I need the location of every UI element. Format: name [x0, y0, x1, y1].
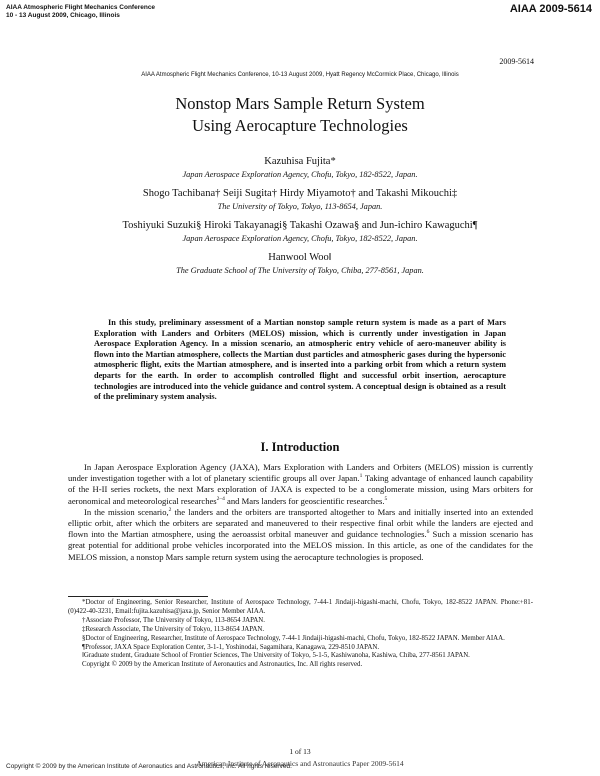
conference-line: AIAA Atmospheric Flight Mechanics Conference, 10-13 August 2009, Hyatt Regency McCormick Place, Chicago, Illinois: [141, 72, 459, 78]
footnote: ‡Research Associate, The University of Tokyo, 113-8654 JAPAN.: [82, 625, 265, 633]
footnote: Copyright © 2009 by the American Institute of Aeronautics and Astronautics, Inc. All rights reserved.: [82, 661, 363, 669]
citation: 5: [384, 495, 388, 502]
introduction-body: [68, 462, 533, 563]
copyright-footer: Copyright © 2009 by the American Institute of Aeronautics and Astronautics, Inc. All rights reserved.: [6, 763, 292, 770]
citation: 2: [168, 506, 172, 513]
paragraph: In Japan Aerospace Exploration Agency (JAXA), Mars Exploration with Landers and Orbiters (MELOS) mission is currently under investigation together with a lot of planetary scientific groups all over Japan.$^1$ Taking advantage of enhanced launch capability of the H-II series rockets, the next Mars exploration of JAXA is expected to be a conglomerate mission, using Mars orbiters for aeronomical and meteorological researches$^{2-4}$ and Mars landers for geoscientific researches.$^5$: [68, 462, 533, 506]
footnote: ¶Professor, JAXA Space Exploration Center, 3-1-1, Yoshinodai, Sagamihara, Kanagawa, 229-8510 JAPAN.: [82, 643, 380, 651]
author-affiliation: Japan Aerospace Exploration Agency, Chofu, Tokyo, 182-8522, Japan.: [182, 170, 418, 179]
paragraph: In the mission scenario,$^2$ the landers and the orbiters are transported altogether to Mars and initially inserted into an extended elliptic orbit, after which the orbiters are separated and maneuvered to their respective final orbit while the landers are ejected and flown into the Martian atmosphere, using the aeroassist orbital maneuver and guidance technologies.$^6$ Such a mission scenario has great potential for additional probe vehicles incorporated into the MELOS mission. In this article, as one of the candidates for the MELOS mission, a nonstop Mars sample return system using the aerocapture technologies is proposed.: [68, 506, 534, 562]
citation: 6: [426, 529, 430, 536]
abstract: In this study, preliminary assessment of a Martian nonstop sample return system is made as a part of Mars Exploration with Landers and Orbiters (MELOS) mission, which is currently under investigation in Japan Aerospace Exploration Agency. In a mission scenario, an atmospheric entry vehicle of aero-maneuver ability is flown into the Martian atmosphere, collects the Martian dust particles and atmospheric gases during the hypersonic atmospheric flight, exits the Martian atmosphere, and is inserted into a parking orbit from which a return system departs for the earth. In order to accomplish controlled flight and successful orbit insertion, aerocapture technologies are introduced into the vehicle guidance and control system. A conceptual design is obtained as a result of the preliminary system analysis.: [94, 318, 506, 402]
title-line-2: Using Aerocapture Technologies: [192, 116, 408, 135]
page-number: 1 of 13: [289, 747, 311, 756]
conference-name: AIAA Atmospheric Flight Mechanics Conference: [6, 4, 156, 11]
footnote: §Doctor of Engineering, Researcher, Institute of Aerospace Technology, 7-44-1 Jindaiji-higashi-machi, Chofu, Tokyo, 182-8522 JAPAN. Member AIAA.: [82, 634, 505, 642]
author-affiliation: The Graduate School of The University of Tokyo, Chiba, 277-8561, Japan.: [176, 266, 424, 275]
citation: 2–4: [216, 495, 225, 502]
footnotes: [68, 599, 533, 670]
author-affiliation: The University of Tokyo, Tokyo, 113-8654, Japan.: [217, 202, 383, 211]
paper-number: 2009-5614: [499, 57, 534, 66]
title-line-1: Nonstop Mars Sample Return System: [175, 94, 425, 113]
conference-dates: 10 - 13 August 2009, Chicago, Illinois: [6, 12, 120, 19]
author-names: Toshiyuki Suzuki§ Hiroki Takayanagi§ Takashi Ozawa§ and Jun-ichiro Kawaguchi¶: [122, 220, 478, 231]
footnote-rule: [68, 596, 208, 597]
section-heading: I. Introduction: [260, 440, 340, 454]
paper-title: [0, 93, 600, 137]
conference-header: [6, 4, 155, 20]
footer-aiaa: American Institute of Aeronautics and Astronautics Paper 2009-5614: [196, 759, 404, 768]
author-affiliation: Japan Aerospace Exploration Agency, Chofu, Tokyo, 182-8522, Japan.: [182, 234, 418, 243]
author-names: Hanwool Woo‖: [268, 252, 332, 263]
citation: 1: [359, 473, 363, 480]
author-block: [80, 155, 520, 277]
footnote: †Associate Professor, The University of Tokyo, 113-8654 JAPAN.: [82, 616, 265, 624]
author-names: Kazuhisa Fujita*: [264, 156, 336, 167]
footnote: *Doctor of Engineering, Senior Researcher, Institute of Aerospace Technology, 7-44-1 Jindaiji-higashi-machi, Chofu, Tokyo, 182-8522 JAPAN. Phone:+81-(0)422-40-3231, Email:fujita.kazuhisa@jaxa.jp, Senior Member AIAA.: [68, 599, 533, 615]
author-names: Shogo Tachibana† Seiji Sugita† Hirdy Miyamoto† and Takashi Mikouchi‡: [142, 188, 458, 199]
paper-id: AIAA 2009-5614: [509, 3, 592, 15]
footnote: ‖Graduate student, Graduate School of Frontier Sciences, The University of Tokyo, 5-1-5, Kashiwanoha, Kashiwa, Chiba, 277-8561 JAPAN.: [82, 652, 470, 660]
